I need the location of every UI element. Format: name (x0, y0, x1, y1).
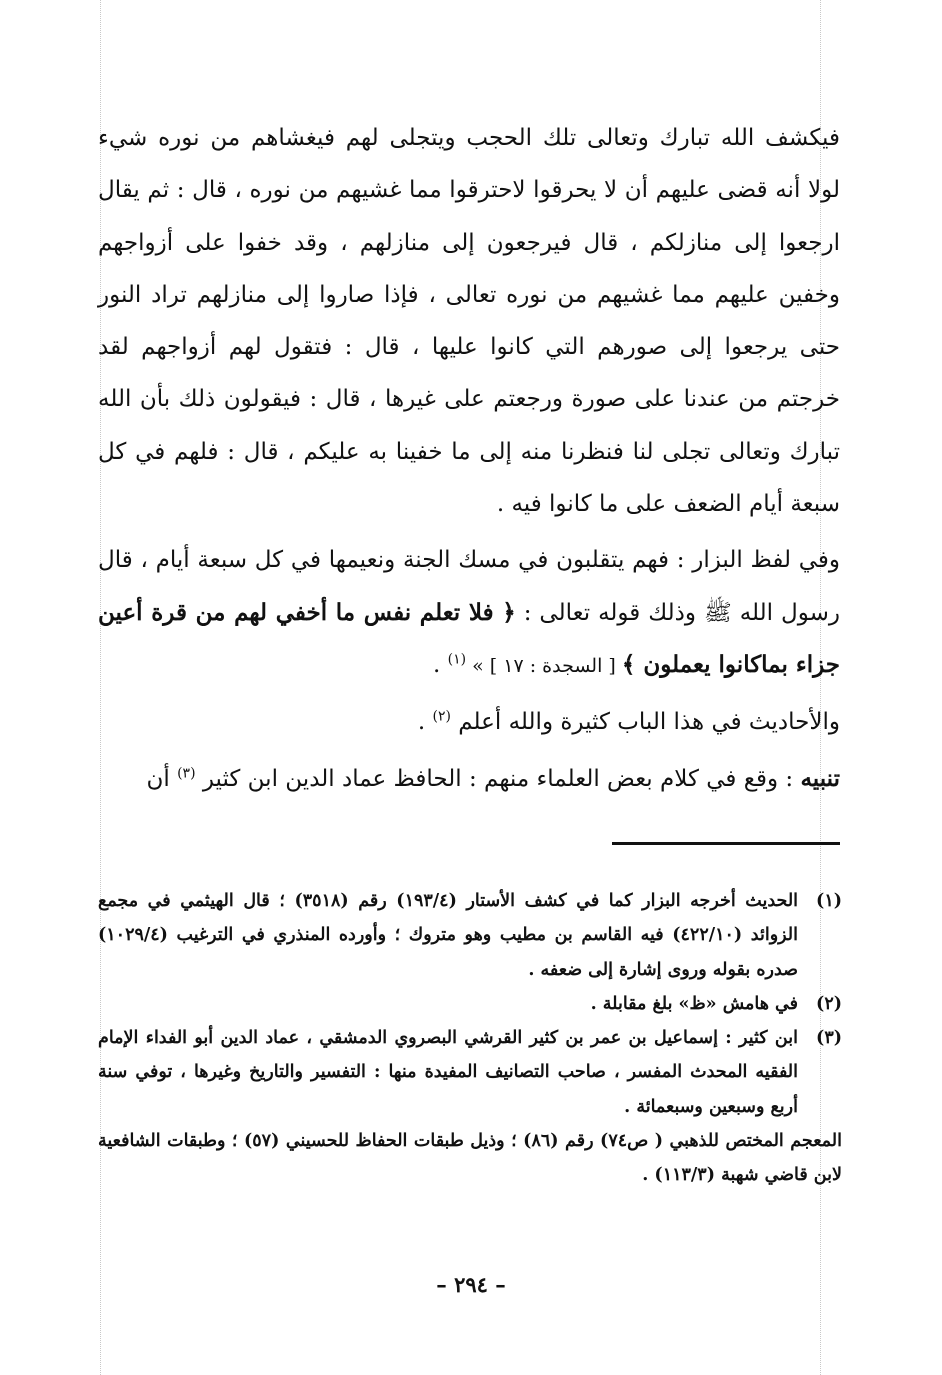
footnote-number: (٢) (816, 993, 842, 1014)
footnote-number: (١) (816, 891, 842, 911)
footnote-text: ابن كثير : إسماعيل بن عمر بن كثير القرشي البصروي الدمشقي ، عماد الدين أبو الفداء الإمام الفقيه المحدث المفسر ، صاحب التصانيف المفيدة منها : التفسير والتاريخ وغيرها ، توفي سنة أربع وسبعين وسبعمائة . (98, 1028, 798, 1117)
footnote-text: في هامش «ظ» بلغ مقابلة . (590, 993, 798, 1014)
page-number: – ٢٩٤ – (436, 1272, 506, 1297)
footnote-ref-3[interactable]: (٣) (177, 764, 196, 781)
note-label: تنبيه (800, 764, 840, 792)
note-text-end: أن (146, 765, 178, 792)
footnote-ref-1[interactable]: (١) (447, 651, 467, 668)
footnote-number: (٣) (816, 1028, 842, 1049)
hadith-summary-text: والأحاديث في هذا الباب كثيرة والله أعلم (450, 709, 840, 736)
paragraph-bazzar-wording (98, 534, 840, 692)
note-text: : وقع في كلام بعض العلماء منهم : الحافظ عماد الدين ابن كثير (195, 765, 801, 792)
main-text-body (98, 112, 840, 805)
bazzar-intro-text: وفي لفظ البزار : فهم يتقلبون في مسك الجنة ونعيمها في كل سبعة أيام ، قال رسول الله ﷺ وذلك قوله تعالى : (98, 547, 840, 626)
surah-citation: [ السجدة : ١٧ ] » (466, 654, 622, 677)
paragraph-hadith-summary (98, 696, 840, 748)
footnote-3-sources: المعجم المختص للذهبي ( ص٧٤) رقم (٨٦) ؛ وذيل طبقات الحفاظ للحسيني (٥٧) ؛ وطبقات الشافعية لابن قاضي شهبة (١١٣/٣) . (98, 1131, 842, 1186)
footnote-1 (98, 884, 842, 987)
quran-verse: ﴿ فلا تعلم نفس ما أخفي لهم من قرة أعين جزاء بماكانوا يعملون ﴾ (98, 598, 840, 678)
paragraph-end-mark: . (417, 709, 433, 736)
footnote-ref-2[interactable]: (٢) (432, 708, 451, 725)
paragraph-hadith-continuation: فيكشف الله تبارك وتعالى تلك الحجب ويتجلى لهم فيغشاهم من نوره شيء لولا أنه قضى عليهم أن لا يحرقوا لاحترقوا مما غشيهم من نوره ، قال : ثم يقال ارجعوا إلى منازلكم ، قال فيرجعون إلى منازلهم ، وقد خفوا على أزواجهم وخفين عليهم مما غشيهم من نوره تعالى ، فإذا صاروا إلى منازلهم تراد النور حتى يرجعوا إلى صورهم التي كانوا عليها ، قال : فتقول لهم أزواجهم لقد خرجتم من عندنا على صورة ورجعتم على غيرها ، قال : فيقولون ذلك بأن الله تبارك وتعالى تجلى لنا فنظرنا منه إلى ما خفينا به عليكم ، قال : فلهم في كل سبعة أيام الضعف على ما كانوا فيه . (98, 125, 840, 518)
footnotes-section (98, 884, 842, 1193)
paragraph-end-mark: . (433, 651, 448, 678)
footnote-text: الحديث أخرجه البزار كما في كشف الأستار (١٩٣/٤) رقم (٣٥١٨) ؛ قال الهيثمي في مجمع الزوائد (٤٢٢/١٠) فيه القاسم بن مطيب وهو متروك ؛ وأورده المنذري في الترغيب (١٠٢٩/٤) صدره بقوله وروى إشارة إلى ضعفه . (98, 891, 799, 980)
paragraph-note (98, 753, 840, 805)
footnote-2 (98, 987, 842, 1021)
footnote-3 (98, 1021, 842, 1124)
footnote-separator (612, 842, 840, 845)
